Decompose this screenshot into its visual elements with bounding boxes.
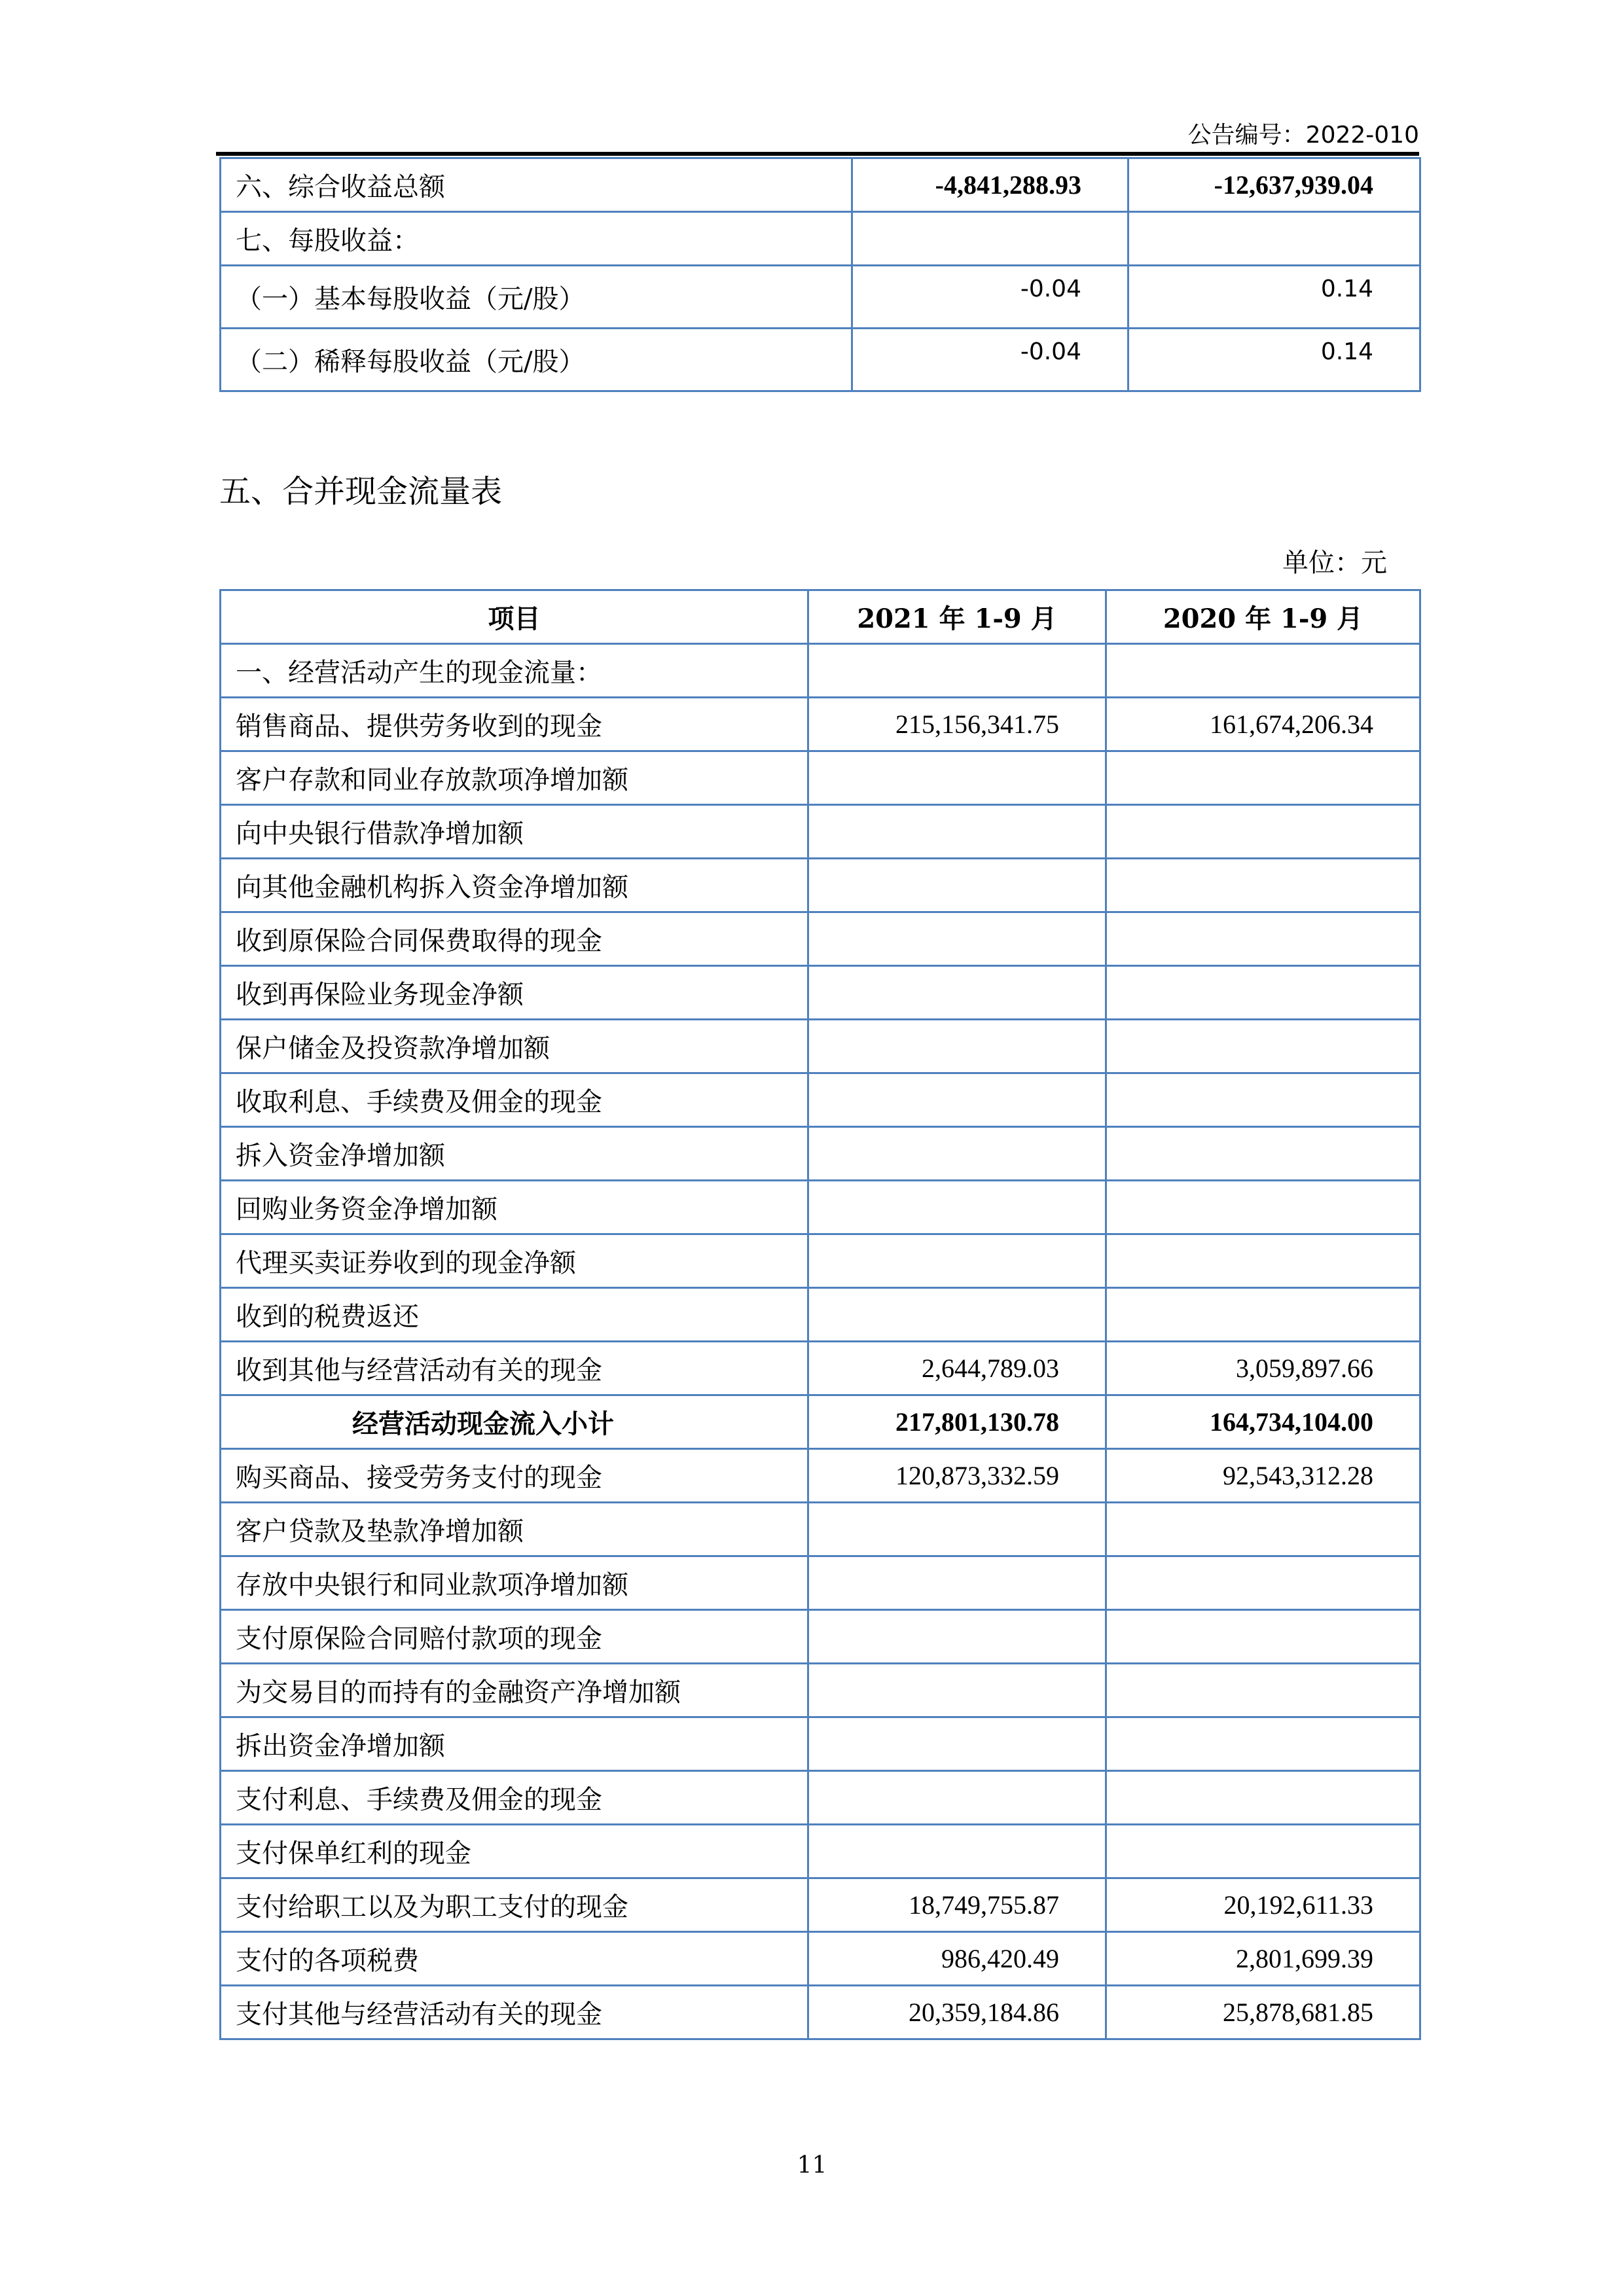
table-row bbox=[221, 1986, 1420, 2039]
value-2021 bbox=[808, 644, 1106, 698]
table-row bbox=[221, 1878, 1420, 1932]
table-row bbox=[221, 1073, 1420, 1127]
value-2020 bbox=[1106, 1664, 1420, 1717]
value-2021 bbox=[808, 966, 1106, 1020]
row-label: 收到原保险合同保费取得的现金 bbox=[221, 912, 808, 966]
section-title: 五、合并现金流量表 bbox=[219, 473, 503, 510]
table-row bbox=[221, 1503, 1420, 1556]
row-label: 拆入资金净增加额 bbox=[221, 1127, 808, 1181]
page-number: 11 bbox=[797, 2152, 827, 2179]
table-row bbox=[221, 1020, 1420, 1073]
table-row bbox=[221, 912, 1420, 966]
value-2021 bbox=[808, 1073, 1106, 1127]
table-row bbox=[221, 1395, 1420, 1449]
income-statement-tail-table bbox=[219, 157, 1421, 392]
value-2021: -4,841,288.93 bbox=[852, 158, 1128, 212]
value-2021 bbox=[808, 1556, 1106, 1610]
row-label: 经营活动现金流入小计 bbox=[221, 1395, 808, 1449]
table-row bbox=[221, 329, 1420, 391]
row-label: 为交易目的而持有的金融资产净增加额 bbox=[221, 1664, 808, 1717]
value-2021 bbox=[808, 1181, 1106, 1234]
table-row bbox=[221, 158, 1420, 212]
value-2020: 164,734,104.00 bbox=[1106, 1395, 1420, 1449]
table-row bbox=[221, 1288, 1420, 1342]
row-label: 支付保单红利的现金 bbox=[221, 1825, 808, 1878]
value-2021: 20,359,184.86 bbox=[808, 1986, 1106, 2039]
row-label: 收到其他与经营活动有关的现金 bbox=[221, 1342, 808, 1395]
header-rule bbox=[216, 152, 1419, 156]
value-2021 bbox=[808, 1825, 1106, 1878]
table-row bbox=[221, 1556, 1420, 1610]
table-row bbox=[221, 1127, 1420, 1181]
value-2021 bbox=[808, 1610, 1106, 1664]
value-2021 bbox=[808, 1503, 1106, 1556]
table-row bbox=[221, 751, 1420, 805]
value-2020 bbox=[1128, 212, 1420, 266]
value-2020 bbox=[1106, 1073, 1420, 1127]
row-label: 支付其他与经营活动有关的现金 bbox=[221, 1986, 808, 2039]
column-header-2020: 2020 年 1-9 月 bbox=[1106, 590, 1420, 644]
unit-label: 单位：元 bbox=[1282, 548, 1387, 578]
table-row bbox=[221, 1825, 1420, 1878]
value-2021 bbox=[808, 1020, 1106, 1073]
row-label: 支付给职工以及为职工支付的现金 bbox=[221, 1878, 808, 1932]
table-row bbox=[221, 1181, 1420, 1234]
value-2021: -0.04 bbox=[852, 329, 1128, 391]
value-2020: 25,878,681.85 bbox=[1106, 1986, 1420, 2039]
column-header-2021: 2021 年 1-9 月 bbox=[808, 590, 1106, 644]
value-2021 bbox=[808, 912, 1106, 966]
row-label: 代理买卖证券收到的现金净额 bbox=[221, 1234, 808, 1288]
value-2021: 215,156,341.75 bbox=[808, 698, 1106, 751]
row-label: 收到的税费返还 bbox=[221, 1288, 808, 1342]
value-2020 bbox=[1106, 1503, 1420, 1556]
table-row bbox=[221, 266, 1420, 329]
table-row bbox=[221, 1449, 1420, 1503]
value-2021 bbox=[808, 859, 1106, 912]
row-label: 客户贷款及垫款净增加额 bbox=[221, 1503, 808, 1556]
table-row bbox=[221, 1342, 1420, 1395]
value-2021: -0.04 bbox=[852, 266, 1128, 329]
value-2020: 161,674,206.34 bbox=[1106, 698, 1420, 751]
value-2020: 3,059,897.66 bbox=[1106, 1342, 1420, 1395]
row-label: 回购业务资金净增加额 bbox=[221, 1181, 808, 1234]
value-2020 bbox=[1106, 1181, 1420, 1234]
row-label: 保户储金及投资款净增加额 bbox=[221, 1020, 808, 1073]
value-2020 bbox=[1106, 1717, 1420, 1771]
cash-flow-table bbox=[219, 589, 1421, 2040]
value-2020 bbox=[1106, 1020, 1420, 1073]
value-2020 bbox=[1106, 1127, 1420, 1181]
value-2020 bbox=[1106, 1288, 1420, 1342]
value-2020: 0.14 bbox=[1128, 329, 1420, 391]
value-2020 bbox=[1106, 1771, 1420, 1825]
value-2021 bbox=[808, 805, 1106, 859]
table-row bbox=[221, 1610, 1420, 1664]
value-2021: 986,420.49 bbox=[808, 1932, 1106, 1986]
value-2021 bbox=[808, 1771, 1106, 1825]
row-label: 支付利息、手续费及佣金的现金 bbox=[221, 1771, 808, 1825]
row-label: 支付原保险合同赔付款项的现金 bbox=[221, 1610, 808, 1664]
row-label: 支付的各项税费 bbox=[221, 1932, 808, 1986]
value-2020 bbox=[1106, 751, 1420, 805]
row-label: 购买商品、接受劳务支付的现金 bbox=[221, 1449, 808, 1503]
value-2020: 20,192,611.33 bbox=[1106, 1878, 1420, 1932]
value-2021 bbox=[808, 751, 1106, 805]
row-label: 收取利息、手续费及佣金的现金 bbox=[221, 1073, 808, 1127]
table-row bbox=[221, 805, 1420, 859]
announcement-number: 公告编号：2022-010 bbox=[1187, 122, 1419, 149]
table-row bbox=[221, 212, 1420, 266]
value-2021: 120,873,332.59 bbox=[808, 1449, 1106, 1503]
value-2020 bbox=[1106, 805, 1420, 859]
row-label: 拆出资金净增加额 bbox=[221, 1717, 808, 1771]
value-2021 bbox=[852, 212, 1128, 266]
value-2021 bbox=[808, 1234, 1106, 1288]
value-2021 bbox=[808, 1717, 1106, 1771]
row-label: （一）基本每股收益（元/股） bbox=[221, 266, 852, 329]
table-row bbox=[221, 644, 1420, 698]
table-row bbox=[221, 1664, 1420, 1717]
value-2020 bbox=[1106, 1610, 1420, 1664]
value-2021 bbox=[808, 1664, 1106, 1717]
column-header-item: 项目 bbox=[221, 590, 808, 644]
row-label: 向其他金融机构拆入资金净增加额 bbox=[221, 859, 808, 912]
table-row bbox=[221, 966, 1420, 1020]
value-2020: 92,543,312.28 bbox=[1106, 1449, 1420, 1503]
value-2020 bbox=[1106, 966, 1420, 1020]
value-2020 bbox=[1106, 1825, 1420, 1878]
table-row bbox=[221, 698, 1420, 751]
cash-flow-body bbox=[221, 644, 1420, 2039]
table-row bbox=[221, 859, 1420, 912]
row-label: （二）稀释每股收益（元/股） bbox=[221, 329, 852, 391]
value-2020: -12,637,939.04 bbox=[1128, 158, 1420, 212]
value-2020 bbox=[1106, 644, 1420, 698]
value-2021 bbox=[808, 1288, 1106, 1342]
row-label: 六、综合收益总额 bbox=[221, 158, 852, 212]
row-label: 七、每股收益： bbox=[221, 212, 852, 266]
row-label: 销售商品、提供劳务收到的现金 bbox=[221, 698, 808, 751]
value-2021: 18,749,755.87 bbox=[808, 1878, 1106, 1932]
row-label: 收到再保险业务现金净额 bbox=[221, 966, 808, 1020]
table-row bbox=[221, 1717, 1420, 1771]
value-2021 bbox=[808, 1127, 1106, 1181]
value-2020: 0.14 bbox=[1128, 266, 1420, 329]
row-label: 向中央银行借款净增加额 bbox=[221, 805, 808, 859]
value-2020 bbox=[1106, 1556, 1420, 1610]
row-label: 存放中央银行和同业款项净增加额 bbox=[221, 1556, 808, 1610]
table-row bbox=[221, 1234, 1420, 1288]
value-2020 bbox=[1106, 859, 1420, 912]
value-2021: 2,644,789.03 bbox=[808, 1342, 1106, 1395]
table-row bbox=[221, 1771, 1420, 1825]
table-row bbox=[221, 1932, 1420, 1986]
value-2020 bbox=[1106, 1234, 1420, 1288]
table-header-row bbox=[221, 590, 1420, 644]
value-2020: 2,801,699.39 bbox=[1106, 1932, 1420, 1986]
value-2020 bbox=[1106, 912, 1420, 966]
row-label: 一、经营活动产生的现金流量： bbox=[221, 644, 808, 698]
value-2021: 217,801,130.78 bbox=[808, 1395, 1106, 1449]
row-label: 客户存款和同业存放款项净增加额 bbox=[221, 751, 808, 805]
